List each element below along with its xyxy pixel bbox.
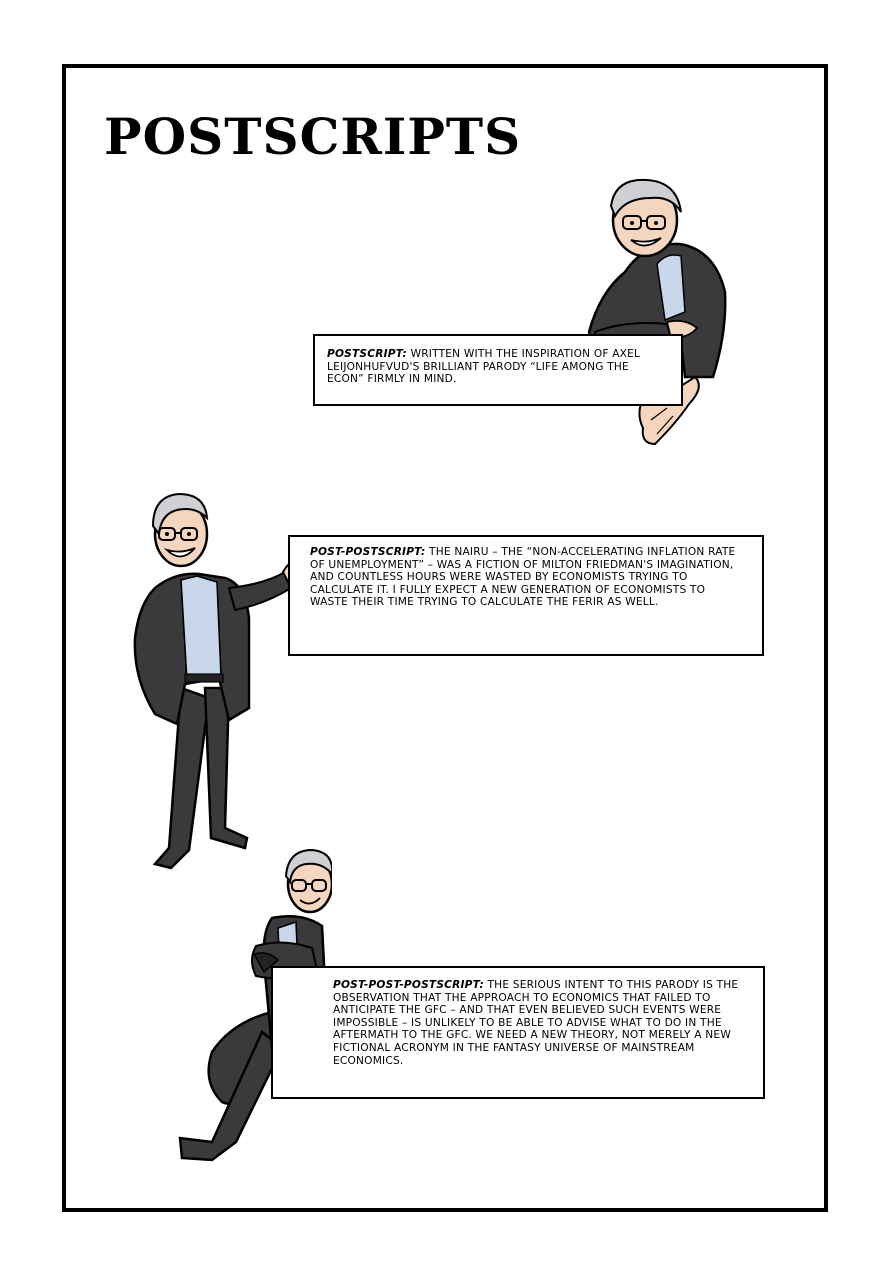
economist-standing-illustration <box>125 488 310 888</box>
post-post-postscript-caption-lead: POST-POST-POSTSCRIPT: <box>333 979 484 991</box>
post-postscript-caption-lead: POST-POSTSCRIPT: <box>310 546 426 558</box>
post-post-postscript-caption <box>271 966 765 1099</box>
post-postscript-caption <box>288 535 764 656</box>
post-postscript-caption-text: THE NAIRU – THE “NON-ACCELERATING INFLATION RATE OF UNEMPLOYMENT” – WAS A FICTION OF MILTON FRIEDMAN'S IMAGINATION, AND COUNTLESS HOURS WERE WASTED BY ECONOMISTS TRYING TO CALCULATE IT. I FULLY EXPECT A NEW GENERATION OF ECONOMISTS TO WASTE THEIR TIME TRYING TO CALCULATE THE FERIR AS WELL. <box>310 546 736 609</box>
economist-leaning-illustration <box>585 172 735 452</box>
postscript-caption <box>313 334 683 406</box>
post-post-postscript-caption-text: THE SERIOUS INTENT TO THIS PARODY IS THE OBSERVATION THAT THE APPROACH TO ECONOMICS THAT FAILED TO ANTICIPATE THE GFC – AND THAT EVEN BELIEVED SUCH EVENTS WERE IMPOSSIBLE – IS UNLIKELY TO BE ABLE TO ADVISE WHAT TO DO IN THE AFTERMATH TO THE GFC. WE NEED A NEW THEORY, NOT MERELY A NEW FICTIONAL ACRONYM IN THE FANTASY UNIVERSE OF MAINSTREAM ECONOMICS. <box>333 979 739 1067</box>
postscript-caption-lead: POSTSCRIPT: <box>327 348 407 360</box>
postscript-caption-text: WRITTEN WITH THE INSPIRATION OF AXEL LEIJONHUFVUD'S BRILLIANT PARODY “LIFE AMONG THE ECON” FIRMLY IN MIND. <box>327 348 641 386</box>
page-title: POSTSCRIPTS <box>104 107 522 166</box>
